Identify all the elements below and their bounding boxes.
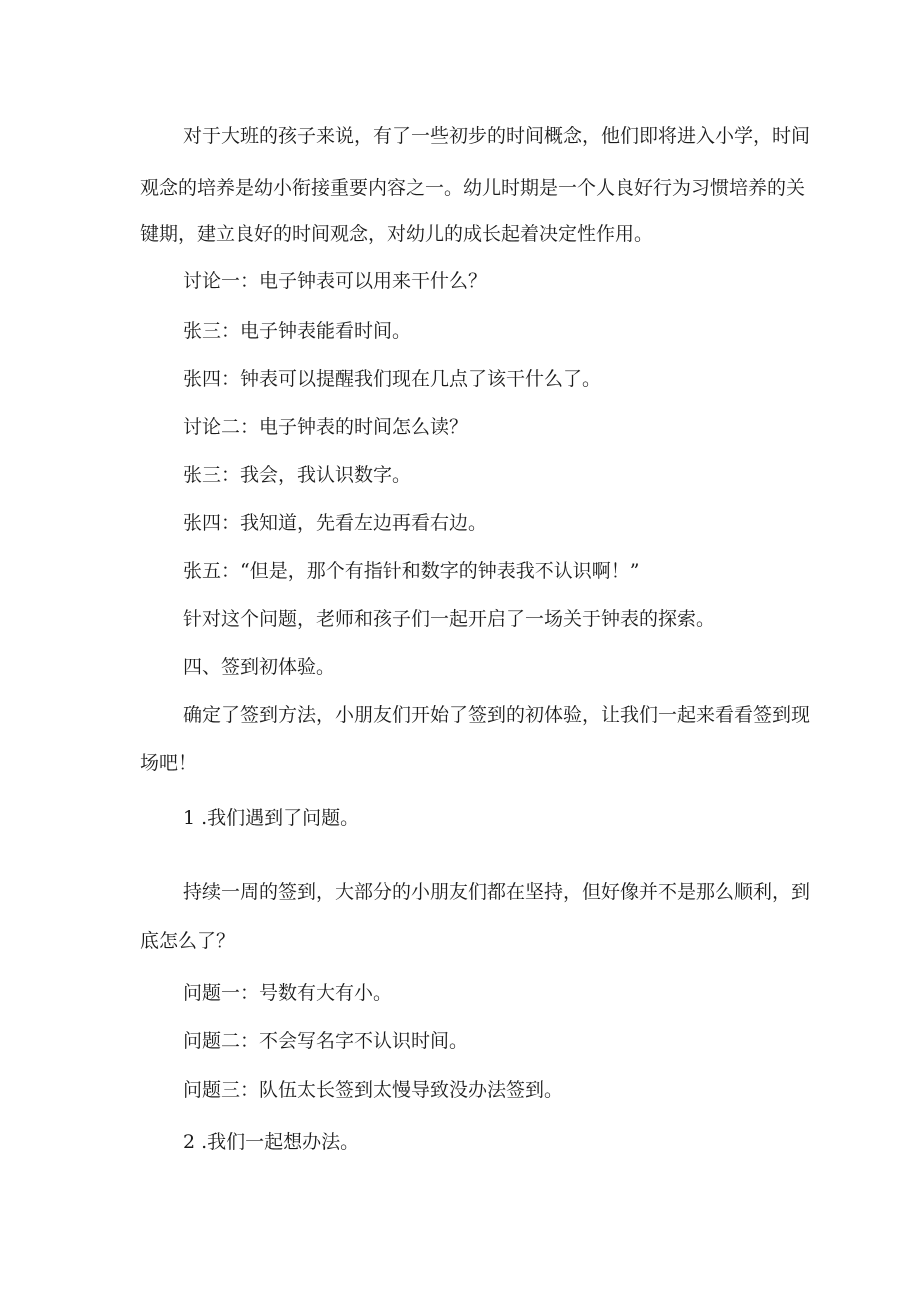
paragraph-intro-line-3: 键期，建立良好的时间观念，对幼儿的成长起着决定性作用。 <box>140 223 654 245</box>
discussion-one-question: 讨论一：电子钟表可以用来干什么？ <box>183 270 488 292</box>
paragraph-checkin-line-1: 确定了签到方法，小朋友们开始了签到的初体验，让我们一起来看看签到现 <box>183 704 811 726</box>
discussion-two-answer-zhangsi: 张四：我知道，先看左边再看右边。 <box>183 512 488 534</box>
subheading-solutions: 2 .我们一起想办法。 <box>183 1131 360 1153</box>
problem-three: 问题三：队伍太长签到太慢导致没办法签到。 <box>183 1079 564 1101</box>
paragraph-intro-line-1: 对于大班的孩子来说，有了一些初步的时间概念，他们即将进入小学，时间 <box>183 125 811 147</box>
discussion-one-answer-zhangsi: 张四：钟表可以提醒我们现在几点了该干什么了。 <box>183 368 602 390</box>
discussion-two-answer-zhangsan: 张三：我会，我认识数字。 <box>183 464 412 486</box>
section-heading-checkin: 四、签到初体验。 <box>183 656 336 678</box>
paragraph-checkin-line-2: 场吧！ <box>140 752 198 774</box>
subheading-problems: 1 .我们遇到了问题。 <box>183 807 360 829</box>
paragraph-week-line-2: 底怎么了？ <box>140 930 236 952</box>
problem-one: 问题一：号数有大有小。 <box>183 982 393 1004</box>
exploration-sentence: 针对这个问题，老师和孩子们一起开启了一场关于钟表的探索。 <box>183 608 716 630</box>
paragraph-intro-line-2: 观念的培养是幼小衔接重要内容之一。幼儿时期是一个人良好行为习惯培养的关 <box>140 177 806 199</box>
discussion-one-answer-zhangsan: 张三：电子钟表能看时间。 <box>183 320 412 342</box>
problem-two: 问题二：不会写名字不认识时间。 <box>183 1030 469 1052</box>
discussion-two-question: 讨论二：电子钟表的时间怎么读？ <box>183 416 469 438</box>
paragraph-week-line-1: 持续一周的签到，大部分的小朋友们都在坚持，但好像并不是那么顺利，到 <box>183 881 811 903</box>
discussion-two-answer-zhangwu: 张五：“但是，那个有指针和数字的钟表我不认识啊！” <box>183 560 640 582</box>
